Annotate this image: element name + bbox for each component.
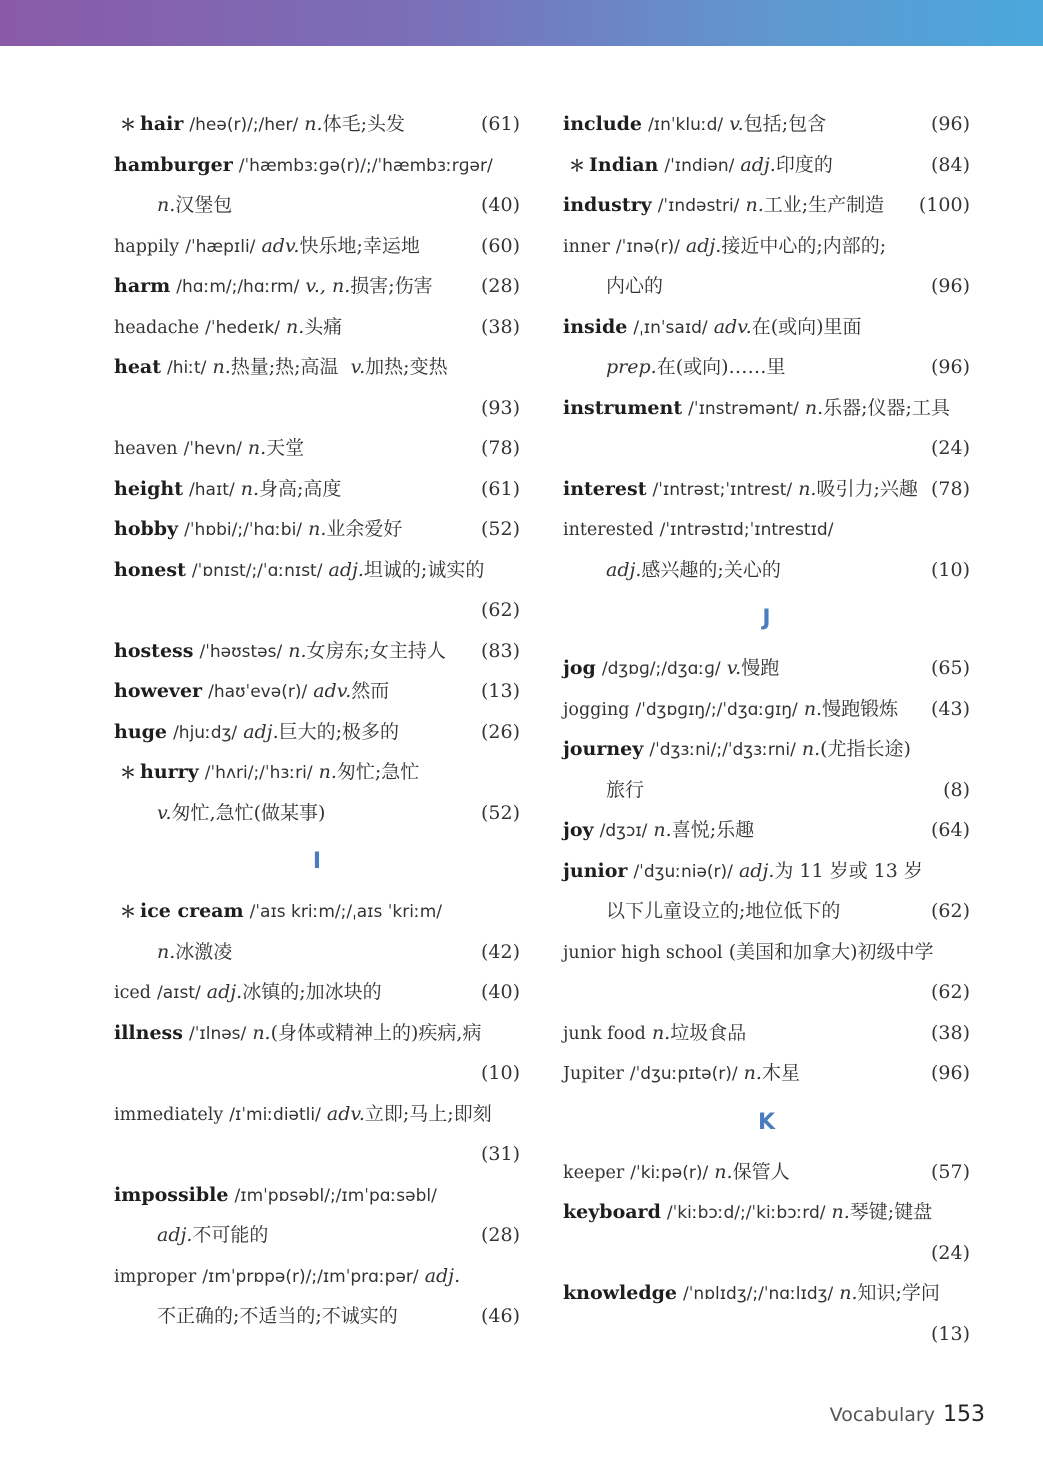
page-ref: (10) [480,1062,520,1084]
definition: 汉堡包 [175,194,233,216]
definition: 冰激凌 [175,940,233,963]
headword: knowledge [563,1282,677,1304]
headword: harm [114,275,171,297]
star-icon: ＊ [569,155,586,175]
definition: 冰镇的;加冰块的 [242,981,382,1003]
entry-junk-food [563,1013,970,1054]
definition: 热量;热;高温 [230,356,339,378]
definition: 喜悦;乐趣 [671,819,755,841]
header-gradient-bar [0,0,1043,46]
page-ref: (8) [943,778,970,801]
entry-knowledge [563,1273,970,1314]
definition-2: 以下儿童设立的;地位低下的 [606,900,841,922]
entry-heaven [114,428,520,469]
entry-improper-cont [114,1296,520,1337]
phonetic: /ˈdʒɒɡɪŋ/;/ˈdʒɑːɡɪŋ/ [635,699,798,720]
definition: 不正确的;不适当的;不诚实的 [157,1305,398,1327]
part-of-speech: n. [157,194,176,216]
entry-journey [563,729,970,770]
part-of-speech: n. [804,396,824,419]
definition: 工业;生产制造 [763,194,885,216]
definition: 坦诚的;诚实的 [363,558,485,581]
part-of-speech: n. [801,738,821,760]
headword: inside [563,315,628,338]
part-of-speech: n. [714,1160,733,1183]
left-column [114,104,520,1337]
entry-inside [563,307,970,348]
entry-improper [114,1256,520,1297]
page-ref: (10) [930,558,970,581]
part-of-speech: v. [729,113,744,135]
part-of-speech: n. [745,194,764,216]
entry-honest [114,550,520,591]
star-icon: ＊ [120,902,137,921]
phonetic: /dʒɔɪ/ [599,821,648,841]
entry-junior-high-school [563,932,970,973]
headword: journey [563,738,644,760]
phonetic: /ˈaɪs kriːm/;/ˌaɪs ˈkriːm/ [249,902,442,922]
part-of-speech: adj. [685,234,722,257]
page-ref: (78) [480,437,520,459]
phonetic: /haɪt/ [189,479,235,500]
definition: 接近中心的;内部的; [721,234,887,257]
part-of-speech: n. [286,315,305,338]
entry-junior-cont [563,891,970,932]
phonetic: /ˈdʒɜːni/;/ˈdʒɜːrni/ [649,740,796,760]
part-of-speech: n. [839,1282,858,1304]
page-ref: (42) [480,940,520,963]
headword: junior [563,859,628,882]
phonetic: /ɪˈmiːdiətli/ [229,1104,321,1125]
headword: headache [114,317,200,338]
entry-keyboard-cont [563,1233,970,1274]
definition: 业余爱好 [326,518,403,540]
part-of-speech: n. [653,819,672,841]
entry-instrument [563,388,970,429]
phonetic: /ˈɒnɪst/;/ˈɑːnɪst/ [191,560,323,581]
phonetic: /ˈɪnstrəmənt/ [688,398,799,419]
part-of-speech: n. [308,518,327,540]
entry-jog [563,648,970,689]
page-ref: (46) [480,1305,520,1327]
part-of-speech: v. [726,657,742,679]
entry-junior [563,851,970,892]
entry-inner-cont [563,266,970,307]
definition-2: 加热;变热 [365,356,448,378]
phonetic: /ˈhevn/ [183,439,242,459]
page-ref: (62) [480,599,520,621]
part-of-speech-2: prep. [606,356,657,378]
part-of-speech: n. [240,477,260,500]
definition-2: 匆忙,急忙(做某事) [171,801,326,824]
part-of-speech: n. [252,1021,271,1044]
entry-hamburger-cont [114,185,520,226]
part-of-speech: adv. [326,1102,365,1125]
section-letter-k: K [757,1109,776,1135]
headword: heat [114,356,161,378]
page-ref: (13) [480,680,520,702]
phonetic: /ɪmˈprɒpə(r)/;/ɪmˈprɑːpər/ [202,1266,419,1287]
entry-jupiter [563,1053,970,1094]
headword: improper [114,1266,197,1287]
headword: junk food [563,1023,646,1044]
definition: 体毛;头发 [322,113,405,135]
part-of-speech: adj. [740,153,776,176]
headword: hostess [114,639,194,662]
entry-honest-cont [114,590,520,631]
page-ref: (93) [480,396,520,419]
definition: 天堂 [266,437,305,459]
phonetic: /ˈhʌri/;/ˈhɜːri/ [204,763,313,783]
part-of-speech: adv. [313,680,352,702]
page-ref: (31) [480,1143,520,1165]
headword: huge [114,720,168,743]
page-ref: (78) [930,477,970,500]
part-of-speech: n. [831,1201,850,1223]
part-of-speech: adv. [713,315,752,338]
part-of-speech: n. [288,639,307,662]
definition: 匆忙;急忙 [336,761,420,783]
headword: ice cream [140,900,244,922]
entry-knowledge-cont [563,1314,970,1355]
page-ref: (60) [480,234,520,257]
part-of-speech: n. [743,1062,762,1084]
part-of-speech: n. [798,477,817,500]
entry-include [563,104,970,145]
phonetic: /aɪst/ [157,983,201,1003]
definition: 琴键;键盘 [849,1201,933,1223]
entry-interested-cont [563,550,970,591]
page-ref: (26) [480,720,520,743]
part-of-speech: adj. [243,720,279,743]
page-footer [830,1402,985,1427]
phonetic: /ˈhæmbɜːɡə(r)/;/ˈhæmbɜːrɡər/ [238,155,493,176]
page-ref: (61) [480,477,520,500]
page-ref: (96) [930,356,970,378]
entry-heat [114,347,520,388]
page-ref: (96) [930,1062,970,1084]
definition: 印度的 [775,153,833,176]
part-of-speech: n. [212,356,231,378]
headword: hair [140,113,184,135]
entry-ice-cream-cont [114,932,520,973]
part-of-speech: n. [651,1021,671,1044]
part-of-speech: adj. [206,981,243,1003]
headword: impossible [114,1183,229,1206]
part-of-speech: adj. [157,1224,193,1246]
entry-iced [114,972,520,1013]
page-ref: (28) [480,1224,520,1246]
definition: 乐器;仪器;工具 [823,396,950,419]
definition: 保管人 [732,1160,790,1183]
entry-height [114,469,520,510]
definition-2: 旅行 [606,778,645,801]
right-column [563,104,970,1354]
footer-label: Vocabulary [829,1404,935,1426]
page-ref: (84) [930,153,970,176]
entry-immediately [114,1094,520,1135]
headword: include [563,113,643,135]
entry-immediately-cont [114,1134,520,1175]
phonetic: /ˈkiːpə(r)/ [630,1162,709,1183]
page-ref: (83) [480,639,520,662]
entry-impossible [114,1175,520,1216]
phonetic: /ˈɪndəstri/ [657,196,740,216]
page-ref: (52) [480,518,520,540]
definition: 巨大的;极多的 [278,720,400,743]
headword: industry [563,194,652,216]
headword: jog [563,657,596,679]
part-of-speech: n. [318,761,337,783]
headword: height [114,477,183,500]
headword: heaven [114,439,178,459]
definition: 慢跑 [741,657,780,679]
headword: hamburger [114,153,233,176]
entry-hurry-cont [114,793,520,834]
phonetic: /ˈhæpɪli/ [185,236,256,257]
definition-2: 在(或向)……里 [656,356,786,378]
part-of-speech: n. [247,437,267,459]
headword: instrument [563,396,683,419]
headword: inner [563,236,610,257]
definition: 知识;学问 [857,1282,940,1304]
definition: 垃圾食品 [670,1021,747,1044]
phonetic: /dʒɒɡ/;/dʒɑːɡ/ [601,659,721,679]
phonetic: /ˈɪntrəst;ˈɪntrest/ [652,479,793,500]
entry-journey-cont [563,770,970,811]
definition: 为 11 岁或 13 岁 [774,859,923,882]
entry-impossible-cont [114,1215,520,1256]
entry-huge [114,712,520,753]
entry-interest [563,469,970,510]
page-ref: (43) [930,697,970,720]
page-ref: (28) [480,275,520,297]
headword: hobby [114,518,179,540]
part-of-speech: adj. [738,859,775,882]
entry-illness [114,1013,520,1054]
definition: (身体或精神上的)疾病,病 [270,1021,482,1044]
entry-hurry [114,752,520,793]
phonetic: /hjuːdʒ/ [173,722,238,743]
part-of-speech-2: v. [350,356,366,378]
phonetic: /ˈɪntrəstɪd;ˈɪntrestɪd/ [659,520,834,540]
page-ref: (100) [918,194,970,216]
page-ref: (96) [930,275,970,297]
definition: (尤指长途) [820,738,911,760]
phonetic: /ˈɪlnəs/ [189,1023,247,1044]
definition: 木星 [761,1062,800,1084]
part-of-speech: n. [304,113,323,135]
headword: interest [563,477,647,500]
definition: 然而 [351,680,390,702]
entry-ice-cream [114,891,520,932]
headword: joy [563,819,594,841]
phonetic: /ɪmˈpɒsəbl/;/ɪmˈpɑːsəbl/ [234,1185,437,1206]
phonetic: /ˈkiːbɔːd/;/ˈkiːbɔːrd/ [666,1203,826,1223]
page-number: 153 [943,1402,985,1427]
entry-industry [563,185,970,226]
definition: 身高;高度 [259,477,342,500]
definition: 损害;伤害 [350,275,433,297]
page-ref: (57) [930,1160,970,1183]
entry-however [114,671,520,712]
page-ref: (65) [930,657,970,679]
phonetic: /haʊˈevə(r)/ [208,682,308,702]
entry-indian [563,145,970,186]
headword: jogging [563,699,630,720]
headword: Jupiter [563,1064,624,1084]
phonetic: /ɪnˈkluːd/ [648,115,724,135]
definition: (美国和加拿大)初级中学 [728,940,934,963]
headword: Indian [589,153,659,176]
headword: keeper [563,1162,625,1183]
phonetic: /ˈhedeɪk/ [205,317,280,338]
section-letter-j: J [762,606,771,631]
definition: 不可能的 [192,1224,269,1246]
definition: 慢跑锻炼 [822,697,899,720]
page-ref: (62) [930,900,970,922]
headword: honest [114,558,186,581]
headword: hurry [140,761,199,783]
page-ref: (24) [930,437,970,459]
headword: illness [114,1021,183,1044]
entry-headache [114,307,520,348]
headword: keyboard [563,1201,661,1223]
entry-jogging [563,689,970,730]
headword: iced [114,983,151,1003]
phonetic: /ˈdʒuːpɪtə(r)/ [629,1064,738,1084]
part-of-speech: adj. [424,1264,461,1287]
page-ref: (62) [930,981,970,1003]
definition: 感兴趣的;关心的 [641,558,781,581]
entry-inner [563,226,970,267]
definition: 在(或向)里面 [751,315,862,338]
entry-interested [563,509,970,550]
definition: 女房东;女主持人 [306,639,446,662]
entry-hobby [114,509,520,550]
part-of-speech: n. [157,940,176,963]
phonetic: /hiːt/ [167,358,207,378]
phonetic: /ˈɪnə(r)/ [615,236,680,257]
definition: 立即;马上;即刻 [364,1102,492,1125]
definition: 头痛 [304,315,343,338]
phonetic: /heə(r)/;/her/ [189,115,299,135]
definition: 吸引力;兴趣 [816,477,918,500]
phonetic: /ˌɪnˈsaɪd/ [633,317,708,338]
page-ref: (24) [930,1241,970,1264]
phonetic: /ˈnɒlɪdʒ/;/ˈnɑːlɪdʒ/ [683,1284,834,1304]
entry-junior-high-school-cont [563,972,970,1013]
page-ref: (38) [480,315,520,338]
part-of-speech: adj. [606,558,642,581]
definition: 快乐地;幸运地 [299,234,420,257]
entry-happily [114,226,520,267]
page-ref: (40) [480,194,520,216]
page-ref: (13) [930,1322,970,1345]
page-ref: (61) [480,113,520,135]
definition: 包括;包含 [743,113,827,135]
headword: junior high school [563,942,723,963]
part-of-speech: adv. [261,234,300,257]
headword: however [114,680,203,702]
part-of-speech-2: v. [157,801,172,824]
entry-hostess [114,631,520,672]
phonetic: /ˈhəʊstəs/ [199,641,283,662]
entry-keyboard [563,1192,970,1233]
phonetic: /hɑːm/;/hɑːrm/ [176,277,300,297]
phonetic: /ˈhɒbi/;/ˈhɑːbi/ [184,520,303,540]
entry-heat-cont [114,388,520,429]
star-icon: ＊ [120,115,137,134]
definition-2: 内心的 [606,275,664,297]
page-ref: (64) [930,819,970,841]
entry-hair [114,104,520,145]
page-ref: (96) [930,113,970,135]
page-ref: (38) [930,1021,970,1044]
entry-keeper [563,1152,970,1193]
entry-joy [563,810,970,851]
entry-illness-cont [114,1053,520,1094]
entry-hamburger [114,145,520,186]
headword: interested [563,520,654,540]
part-of-speech: adj. [328,558,364,581]
headword: immediately [114,1104,224,1125]
page-ref: (52) [480,801,520,824]
entry-instrument-cont [563,428,970,469]
part-of-speech: v., n. [305,275,351,297]
star-icon: ＊ [120,763,137,782]
section-letter-i: I [312,849,322,874]
part-of-speech: n. [803,697,823,720]
page-ref: (40) [480,981,520,1003]
phonetic: /ˈɪndiən/ [664,155,735,176]
entry-harm [114,266,520,307]
headword: happily [114,236,180,257]
phonetic: /ˈdʒuːniə(r)/ [633,861,733,882]
entry-inside-cont [563,347,970,388]
